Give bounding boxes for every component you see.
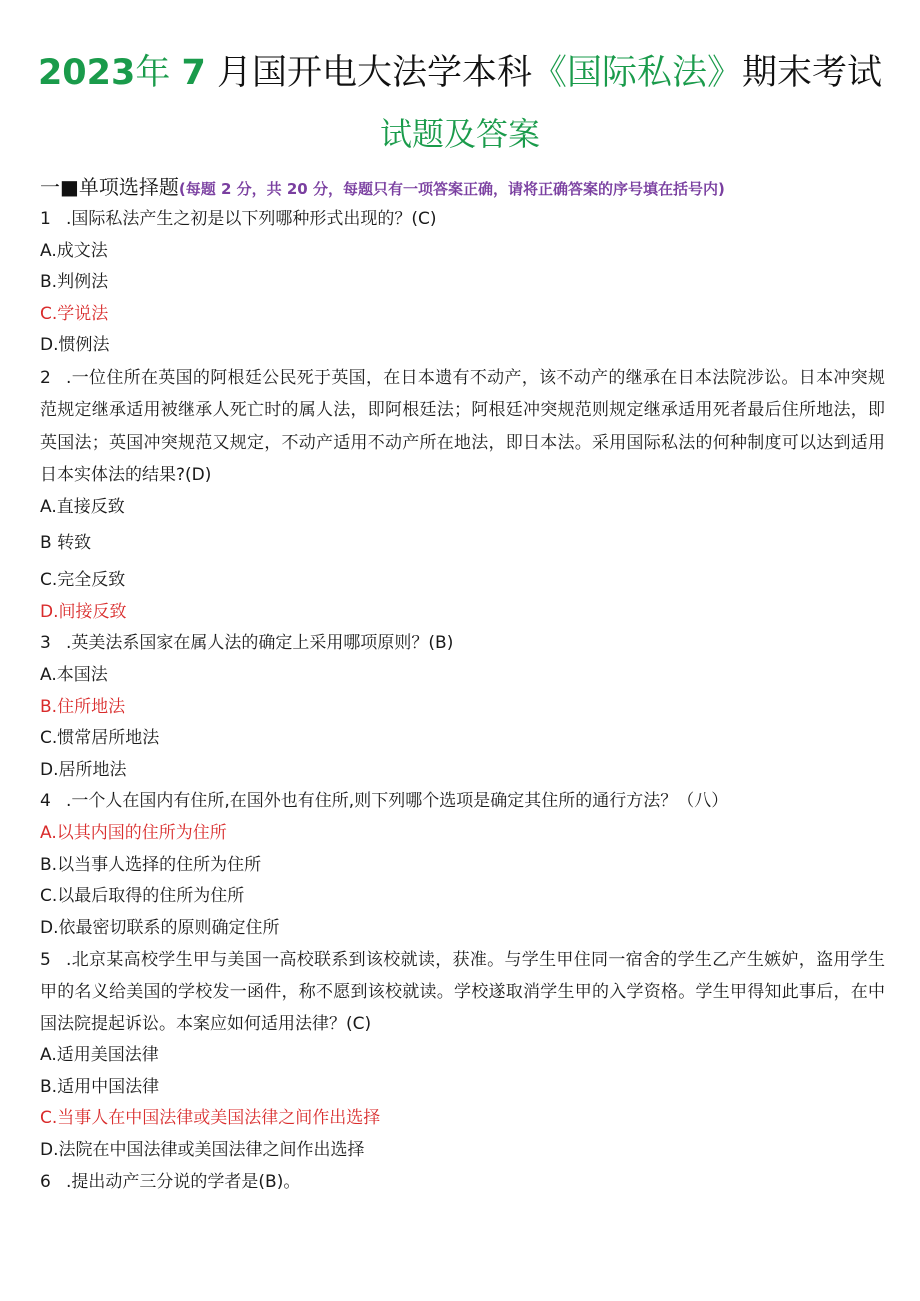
option-4d: D.依最密切联系的原则确定住所 [40, 917, 280, 938]
title-rest-a: 月国开电大法学本科 [217, 53, 533, 93]
question-text: .提出动产三分说的学者是(B)。 [66, 1171, 301, 1192]
question-text: .国际私法产生之初是以下列哪种形式出现的？(C) [66, 209, 437, 229]
document-subtitle: 试题及答案 [379, 115, 540, 153]
question-3 [40, 628, 885, 660]
option-2d-correct: D.间接反致 [40, 601, 127, 622]
question-number: 1 [40, 209, 51, 229]
questions-body [40, 204, 885, 1198]
option-5b: B.适用中国法律 [40, 1076, 160, 1097]
question-6 [40, 1167, 885, 1199]
question-number: 4 [40, 791, 51, 812]
option-1c-correct: C.学说法 [40, 303, 109, 324]
option-5d: D.法院在中国法律或美国法律之间作出选择 [40, 1140, 365, 1161]
option-4c: C.以最后取得的住所为住所 [40, 886, 245, 907]
option-5a: A.适用美国法律 [40, 1045, 159, 1066]
title-rest-b: 期末考试 [742, 53, 883, 93]
section-heading [40, 172, 890, 204]
question-4 [40, 786, 885, 818]
question-1 [40, 204, 885, 236]
title-year: 2023 [37, 53, 136, 93]
title-month: 7 [181, 53, 206, 93]
document-title [0, 50, 920, 96]
option-1d: D.惯例法 [40, 335, 110, 356]
option-2a: A.直接反致 [40, 496, 125, 517]
question-2 [40, 362, 885, 492]
option-5c-correct: C.当事人在中国法律或美国法律之间作出选择 [40, 1108, 381, 1129]
option-1b: B.判例法 [40, 272, 109, 293]
option-4b: B.以当事人选择的住所为住所 [40, 854, 262, 875]
question-number: 2 [40, 367, 51, 388]
option-3a: A.本国法 [40, 664, 108, 685]
option-1a: A.成文法 [40, 240, 108, 261]
title-course: 《国际私法》 [532, 53, 743, 93]
option-2b: B 转致 [40, 532, 92, 553]
section-heading-label: 一■单项选择题 [40, 175, 179, 199]
question-text: .北京某高校学生甲与美国一高校联系到该校就读，获准。与学生甲住同一宿舍的学生乙产生嫉妒，盗用学生甲的名义给美国的学校发一函件，称不愿到该校就读。学校遂取消学生甲的入学资格。学生甲得知此事后，在中国法院提起诉讼。本案应如何适用法律？(C) [40, 950, 885, 1035]
question-number: 3 [40, 633, 51, 654]
option-2c: C.完全反致 [40, 570, 126, 591]
title-nian: 年 [135, 53, 171, 93]
option-3c: C.惯常居所地法 [40, 728, 160, 749]
option-4a-correct: A.以其内国的住所为住所 [40, 822, 227, 843]
option-3b-correct: B.住所地法 [40, 696, 126, 717]
question-number: 6 [40, 1171, 51, 1192]
question-text: .英美法系国家在属人法的确定上采用哪项原则？(B) [66, 633, 454, 654]
question-text: .一位住所在英国的阿根廷公民死于英国，在日本遗有不动产，该不动产的继承在日本法院涉讼。日本冲突规范规定继承适用被继承人死亡时的属人法，即阿根廷法；阿根廷冲突规范则规定继承适用死者最后住所地法，即英国法；英国冲突规范又规定，不动产适用不动产所在地法，即日本法。采用国际私法的何种制度可以达到适用日本实体法的结果?(D) [40, 367, 885, 486]
section-heading-note: (每题 2 分，共 20 分，每题只有一项答案正确，请将正确答案的序号填在括号内) [178, 180, 725, 198]
question-text: .一个人在国内有住所,在国外也有住所,则下列哪个选项是确定其住所的通行方法？（八） [66, 791, 729, 812]
question-number: 5 [40, 950, 51, 971]
option-3d: D.居所地法 [40, 759, 127, 780]
question-5 [40, 944, 885, 1040]
